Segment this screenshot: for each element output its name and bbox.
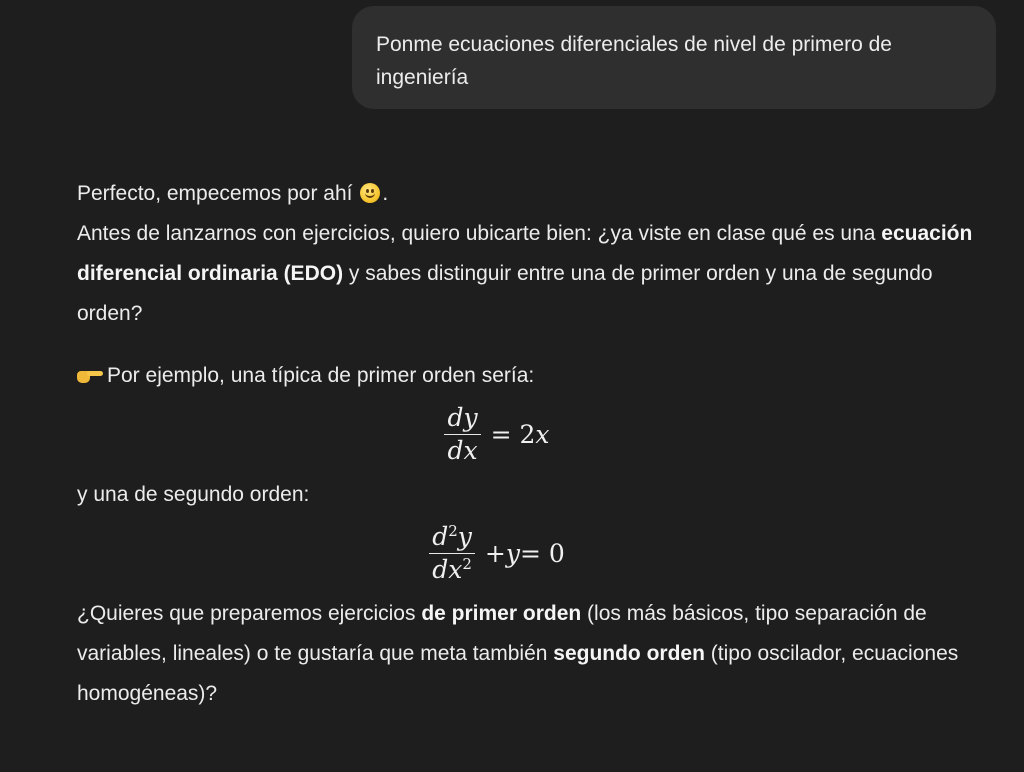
formula2-rhs-plus: +	[484, 538, 506, 568]
assistant-paragraph-example	[77, 356, 997, 396]
assistant-paragraph-intro	[77, 174, 997, 334]
question-post: (tipo oscilador, ecuaciones homogéneas)?	[77, 642, 959, 705]
question-bold-second: segundo orden	[553, 642, 705, 665]
intro-greeting: Perfecto, empecemos por ahí	[77, 182, 353, 205]
intro-question-pre: Antes de lanzarnos con ejercicios, quiero ubicarte bien: ¿ya viste en clase qué es una	[77, 222, 882, 245]
formula1-rhs-var: x	[535, 419, 550, 449]
formula2-rhs-eq: = 0	[519, 538, 565, 568]
formula1-rhs-op: = 2	[490, 419, 536, 449]
formula1-fraction	[444, 402, 480, 467]
user-message-bubble	[352, 6, 996, 109]
formula-second-order	[77, 521, 997, 586]
question-mid: (los más básicos, tipo separación de variables, lineales) o te gustaría que meta también	[77, 602, 927, 665]
formula1-denominator: dx	[447, 436, 478, 465]
formula1-numerator: dy	[447, 403, 478, 432]
question-pre: ¿Quieres que preparemos ejercicios	[77, 602, 422, 625]
formula-first-order	[77, 402, 997, 467]
intro-question-bold: ecuación diferencial ordinaria (EDO)	[77, 222, 973, 285]
user-message-text: Ponme ecuaciones diferenciales de nivel de primero de ingeniería	[376, 33, 892, 89]
intro-greeting-end: .	[382, 182, 389, 205]
question-bold-first: de primer orden	[421, 602, 582, 625]
intro-question-post: y sabes distinguir entre una de primer orden y una de segundo orden?	[77, 262, 933, 325]
formula2-rhs-var: y	[505, 538, 520, 568]
assistant-paragraph-question	[77, 594, 997, 714]
backhand-index-pointing-right-icon	[77, 369, 103, 383]
formula2-numerator: $d^2y$	[432, 522, 472, 551]
formula2-denominator: $dx^2$	[432, 555, 472, 584]
second-order-text: y una de segundo orden:	[77, 483, 310, 506]
assistant-paragraph-second	[77, 475, 997, 515]
assistant-message	[77, 174, 997, 714]
slightly-smiling-face-icon	[360, 183, 380, 203]
formula2-fraction	[429, 521, 475, 586]
example-text: Por ejemplo, una típica de primer orden sería:	[107, 364, 535, 387]
